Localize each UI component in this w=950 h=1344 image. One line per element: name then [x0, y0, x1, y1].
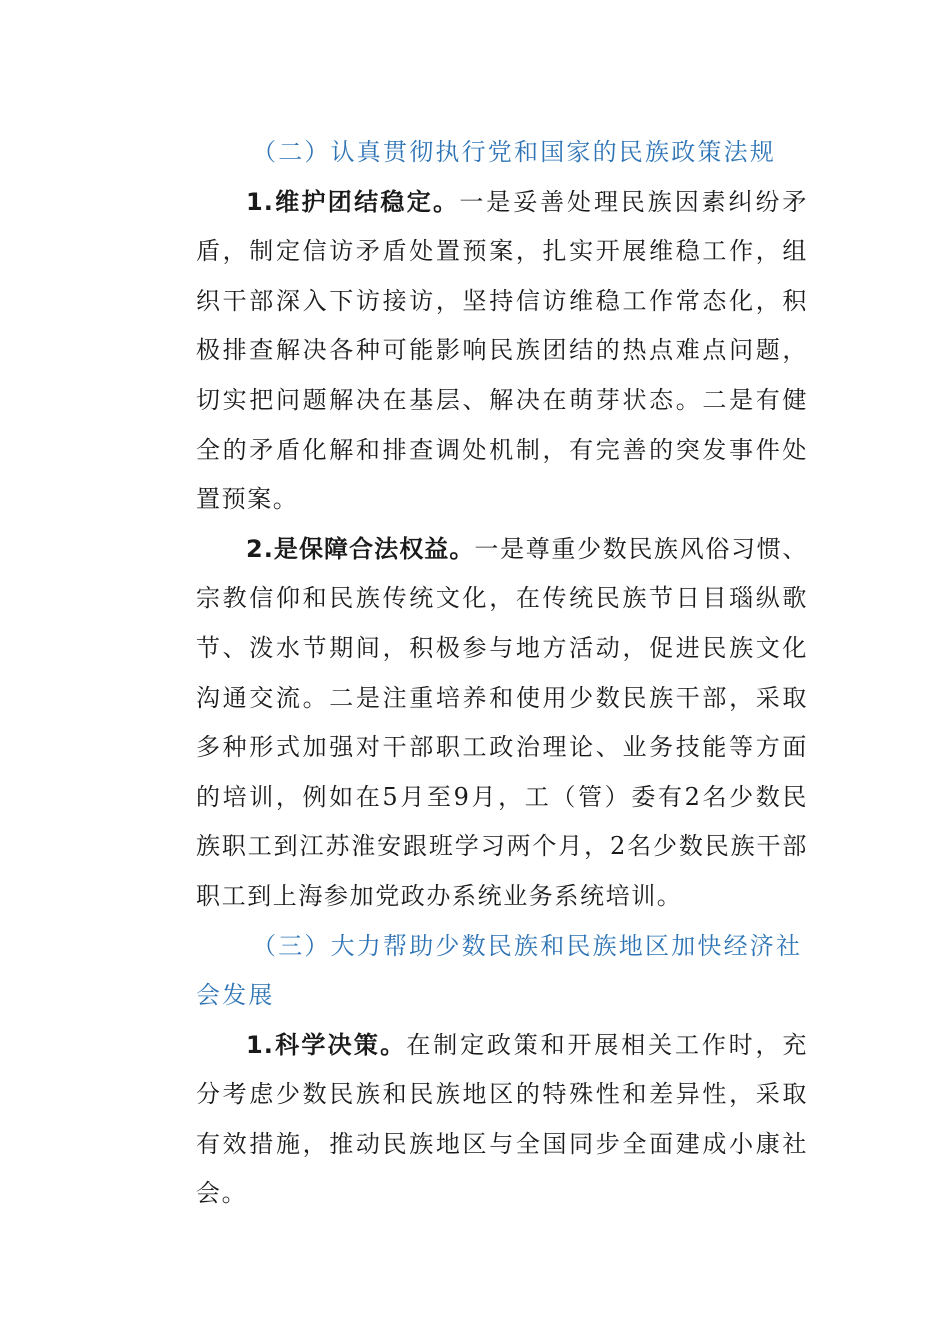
document-page	[196, 128, 808, 1219]
paragraph-lead: 1.科学决策。	[246, 1030, 407, 1059]
section-heading-3: （三）大力帮助少数民族和民族地区加快经济社会发展	[196, 931, 803, 1010]
paragraph-text: 一是妥善处理民族因素纠纷矛盾，制定信访矛盾处置预案，扎实开展维稳工作，组织干部深入下访接访，坚持信访维稳工作常态化，积极排查解决各种可能影响民族团结的热点难点问题，切实把问题解决在基层、解决在萌芽状态。二是有健全的矛盾化解和排查调处机制，有完善的突发事件处置预案。	[196, 187, 808, 514]
paragraph-scientific-decision	[196, 1021, 808, 1219]
paragraph-lead: 2.是保障合法权益。	[246, 534, 475, 563]
paragraph-text: 在制定政策和开展相关工作时，充分考虑少数民族和民族地区的特殊性和差异性，采取有效措施，推动民族地区与全国同步全面建成小康社会。	[196, 1030, 808, 1208]
paragraph-lead: 1.维护团结稳定。	[246, 187, 460, 216]
paragraph-text: 一是尊重少数民族风俗习惯、宗教信仰和民族传统文化，在传统民族节日目瑙纵歌节、泼水节期间，积极参与地方活动，促进民族文化沟通交流。二是注重培养和使用少数民族干部，采取多种形式加强对干部职工政治理论、业务技能等方面的培训，例如在5月至9月，工（管）委有2名少数民族职工到江苏淮安跟班学习两个月，2名少数民族干部职工到上海参加党政办系统业务系统培训。	[196, 534, 808, 910]
paragraph-protect-rights	[196, 525, 808, 922]
section-heading-2: （二）认真贯彻执行党和国家的民族政策法规	[252, 138, 776, 166]
paragraph-maintain-unity	[196, 178, 808, 525]
